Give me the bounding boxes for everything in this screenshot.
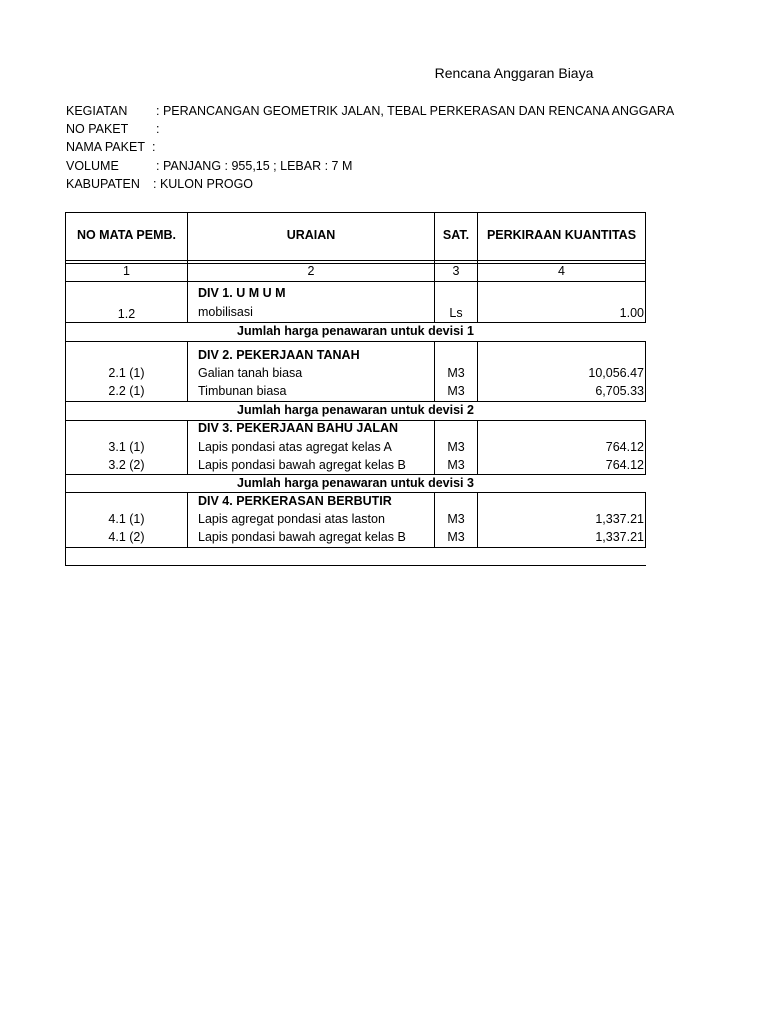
kabupaten-label: KABUPATEN xyxy=(66,177,140,191)
table-border xyxy=(65,260,646,261)
table-border xyxy=(65,565,646,566)
table-border xyxy=(645,212,646,282)
table-border xyxy=(187,341,188,401)
nama-paket-value: : xyxy=(152,140,156,154)
nama-paket-label: NAMA PAKET xyxy=(66,140,145,154)
row-qty: 764.12 xyxy=(605,458,644,472)
col-number: 3 xyxy=(452,264,460,278)
table-border xyxy=(645,341,646,401)
table-border xyxy=(65,492,646,493)
row-sat: M3 xyxy=(447,366,465,380)
table-border xyxy=(645,281,646,322)
row-sat: Ls xyxy=(449,306,463,320)
kabupaten-value: : KULON PROGO xyxy=(153,177,254,191)
row-qty: 10,056.47 xyxy=(588,366,644,380)
row-no: 3.1 (1) xyxy=(108,440,145,454)
row-qty: 1,337.21 xyxy=(595,512,644,526)
row-no: 2.2 (1) xyxy=(108,384,145,398)
col-number: 1 xyxy=(123,264,130,278)
col-number: 2 xyxy=(307,264,315,278)
table-border xyxy=(65,212,646,213)
no-paket-value: : xyxy=(156,122,160,136)
row-qty: 1,337.21 xyxy=(595,530,644,544)
div-title: DIV 3. PEKERJAAN BAHU JALAN xyxy=(198,421,399,435)
row-sat: M3 xyxy=(447,440,465,454)
row-no: 3.2 (2) xyxy=(108,458,145,472)
table-border xyxy=(187,420,188,474)
row-no: 1.2 xyxy=(117,307,136,321)
subtotal-label: Jumlah harga penawaran untuk devisi 2 xyxy=(237,403,474,417)
row-sat: M3 xyxy=(447,530,465,544)
volume-label: VOLUME xyxy=(66,159,119,173)
table-border xyxy=(65,401,646,402)
row-qty: 6,705.33 xyxy=(595,384,644,398)
row-sat: M3 xyxy=(447,384,465,398)
row-uraian: Lapis pondasi bawah agregat kelas B xyxy=(198,458,406,472)
table-border xyxy=(65,474,646,475)
row-qty: 1.00 xyxy=(619,306,644,320)
row-no: 2.1 (1) xyxy=(108,366,145,380)
row-sat: M3 xyxy=(447,458,465,472)
row-uraian: Lapis agregat pondasi atas laston xyxy=(198,512,385,526)
row-no: 4.1 (1) xyxy=(108,512,145,526)
header-no: NO MATA PEMB. xyxy=(76,228,177,242)
table-border xyxy=(187,492,188,547)
kegiatan-value: : PERANCANGAN GEOMETRIK JALAN, TEBAL PERKERASAN DAN RENCANA ANGGARA xyxy=(156,104,675,118)
row-uraian: Lapis pondasi atas agregat kelas A xyxy=(198,440,392,454)
subtotal-label: Jumlah harga penawaran untuk devisi 3 xyxy=(237,476,474,490)
subtotal-label: Jumlah harga penawaran untuk devisi 1 xyxy=(237,324,474,338)
table-border xyxy=(65,341,646,342)
table-border xyxy=(645,492,646,547)
page-title: Rencana Anggaran Biaya xyxy=(434,65,594,81)
div-title: DIV 4. PERKERASAN BERBUTIR xyxy=(198,494,392,508)
header-qty: PERKIRAAN KUANTITAS xyxy=(486,228,637,242)
row-qty: 764.12 xyxy=(605,440,644,454)
no-paket-label: NO PAKET xyxy=(66,122,129,136)
volume-value: : PANJANG : 955,15 ; LEBAR : 7 M xyxy=(156,159,353,173)
row-sat: M3 xyxy=(447,512,465,526)
row-no: 4.1 (2) xyxy=(108,530,145,544)
row-uraian: Lapis pondasi bawah agregat kelas B xyxy=(198,530,406,544)
table-border xyxy=(65,322,646,323)
div-title: DIV 2. PEKERJAAN TANAH xyxy=(198,348,360,362)
kegiatan-label: KEGIATAN xyxy=(66,104,128,118)
table-border xyxy=(187,281,188,322)
col-number: 4 xyxy=(558,264,565,278)
table-border xyxy=(645,420,646,474)
row-uraian: Galian tanah biasa xyxy=(198,366,303,380)
header-sat: SAT. xyxy=(442,228,470,242)
table-border xyxy=(65,547,646,548)
table-border xyxy=(65,281,646,282)
header-uraian: URAIAN xyxy=(286,228,336,242)
row-uraian: Timbunan biasa xyxy=(198,384,287,398)
row-uraian: mobilisasi xyxy=(198,305,253,319)
div-title: DIV 1. U M U M xyxy=(198,286,286,300)
